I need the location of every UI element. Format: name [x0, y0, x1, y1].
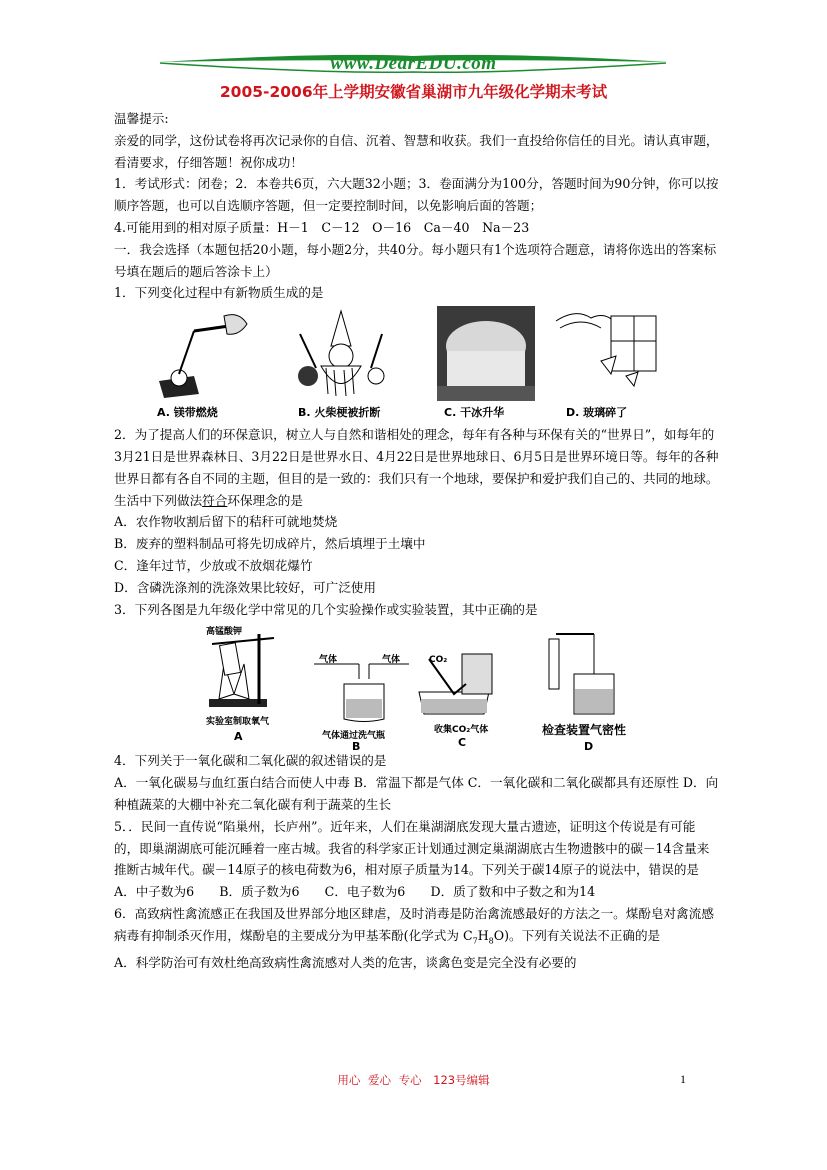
q1-caption-b: B. 火柴梗被折断: [298, 406, 381, 420]
section-1-heading: 一．我会选择（本题包括20小题，每小题2分，共40分。每小题只有1个选项符合题意，请将你选出的答案标号填在题后的题后答涂卡上）: [114, 241, 717, 279]
page-header: [0, 50, 827, 80]
q5-options: A．中子数为6 B．质子数为6 C．电子数为6 D．质了数和中子数之和为14: [114, 884, 596, 900]
q3-label-a-top: 高锰酸钾: [206, 627, 243, 638]
q1-caption-d: D. 玻璃碎了: [566, 406, 628, 420]
exam-title: 2005-2006年上学期安徽省巢湖市九年级化学期末考试: [219, 83, 608, 101]
q3-caption-a: 实验室制取氧气: [206, 717, 270, 728]
q3-letter-a: A: [234, 730, 243, 744]
question-1-figures: [114, 304, 720, 424]
q6-sub-c: 7: [472, 936, 478, 946]
question-5-stem: 5．．民间一直传说“陷巢州，长庐州”。近年来，人们在巢湖湖底发现大量古遗迹，证明这个传说是有可能的，即巢湖湖底可能沉睡着一座古城。我省的科学家正计划通过测定巢湖湖底古生物遗骸中的碳－14含量来推断古城年代。碳－14原子的核电荷数为6，相对原子质量为14。下列关于碳14原子的说法中，错误的是: [114, 818, 710, 878]
magnesium-burning-figure: [139, 306, 249, 401]
question-3-stem: 3．下列各图是九年级化学中常见的几个实验操作或实验装置，其中正确的是: [114, 601, 538, 617]
question-1-stem: 1．下列变化过程中有新物质生成的是: [114, 285, 324, 301]
question-3-figures: [114, 620, 720, 754]
q2-stem-text: 2．为了提高人们的环保意识，树立人与自然和谐相处的理念，每年有各种与环保有关的“世界日”，如每年的3月21日是世界森林日、3月22日是世界水日、4月22日是世界地球日、6月5日是世界环境日等。每年的各种世界日都有各自不同的主题，但目的是一致的：我们只有一个地球，要保护和爱护我们自己的、共同的地球。生活中下列做法: [114, 427, 719, 508]
q4-options: A．一氧化碳易与血红蛋白结合而使人中毒 B．常温下都是气体 C．一氧化碳和二氧化碳都具有还原性 D．向种植蔬菜的大棚中补充二氧化碳有利于蔬菜的生长: [114, 775, 719, 812]
question-4-stem: 4．下列关于一氧化碳和二氧化碳的叙述错误的是: [114, 753, 387, 769]
intro-heading: 温馨提示:: [114, 111, 169, 126]
site-name: www.DearEDU.com: [330, 53, 497, 74]
q2-option-a: A．农作物收割后留下的秸秆可就地焚烧: [114, 514, 338, 530]
q6-option-a: A．科学防治可有效杜绝高致病性禽流感对人类的危害，谈禽色变是完全没有必要的: [114, 955, 577, 971]
q6-stem-post: O)。下列有关说法不正确的是: [493, 927, 661, 943]
q1-caption-c: C. 干冰升华: [444, 406, 505, 420]
q3-caption-d: 检查装置气密性: [542, 723, 627, 738]
q2-option-c: C．逢年过节，少放或不放烟花爆竹: [114, 557, 313, 573]
q3-caption-c: 收集CO₂气体: [434, 725, 489, 736]
q3-letter-c: C: [458, 736, 467, 750]
q3-label-co2: CO₂: [429, 655, 448, 666]
matchstick-figure: [286, 306, 396, 401]
q3-label-gas-1: 气体: [319, 655, 338, 666]
q6-stem-pre: 6．高致病性禽流感正在我国及世界部分地区肆虐，及时消毒是防治禽流感最好的方法之一。煤酚皂对禽流感病毒有抑制杀灭作用，煤酚皂的主要成分为甲基苯酚(化学式为 C: [114, 905, 714, 943]
dry-ice-figure: [437, 306, 535, 401]
q1-caption-a: A. 镁带燃烧: [157, 406, 218, 420]
question-6-stem: [114, 903, 720, 952]
q2-option-d: D．含磷洗涤剂的洗涤效果比较好，可广泛使用: [114, 579, 376, 595]
q6-formula-h: H: [477, 927, 489, 943]
q3-letter-b: B: [352, 740, 361, 754]
q3-letter-d: D: [584, 740, 594, 754]
exam-content: [114, 108, 720, 974]
intro-paragraph-2: 1．考试形式：闭卷；2．本卷共6页，六大题32小题；3．卷面满分为100分，答题时间为90分钟，你可以按顺序答题，也可以自选顺序答题，但一定要控制时间，以免影响后面的答题；: [114, 176, 719, 214]
q3-caption-b: 气体通过洗气瓶: [322, 731, 386, 742]
question-2-stem: [114, 424, 720, 511]
intro-paragraph-1: 亲爱的同学，这份试卷将再次记录你的自信、沉着、智慧和收获。我们一直投给你信任的目光。请认真审题，看清要求，仔细答题！祝你成功！: [114, 132, 719, 170]
q2-option-b: B．废弃的塑料制品可将先切成碎片，然后填埋于土壤中: [114, 536, 426, 552]
q2-stem-end: 环保理念的是: [227, 492, 303, 508]
q2-stem-underlined: 符合: [202, 492, 228, 508]
page-footer: 用心 爱心 专心 123号编辑: [337, 1073, 490, 1087]
intro-paragraph-3: 4.可能用到的相对原子质量：H－1 C－12 O－16 Ca－40 Na－23: [114, 219, 530, 235]
page-number: 1: [680, 1072, 686, 1086]
q3-label-gas-2: 气体: [382, 655, 401, 666]
q6-sub-h: 8: [488, 936, 494, 946]
broken-glass-figure: [546, 306, 666, 401]
